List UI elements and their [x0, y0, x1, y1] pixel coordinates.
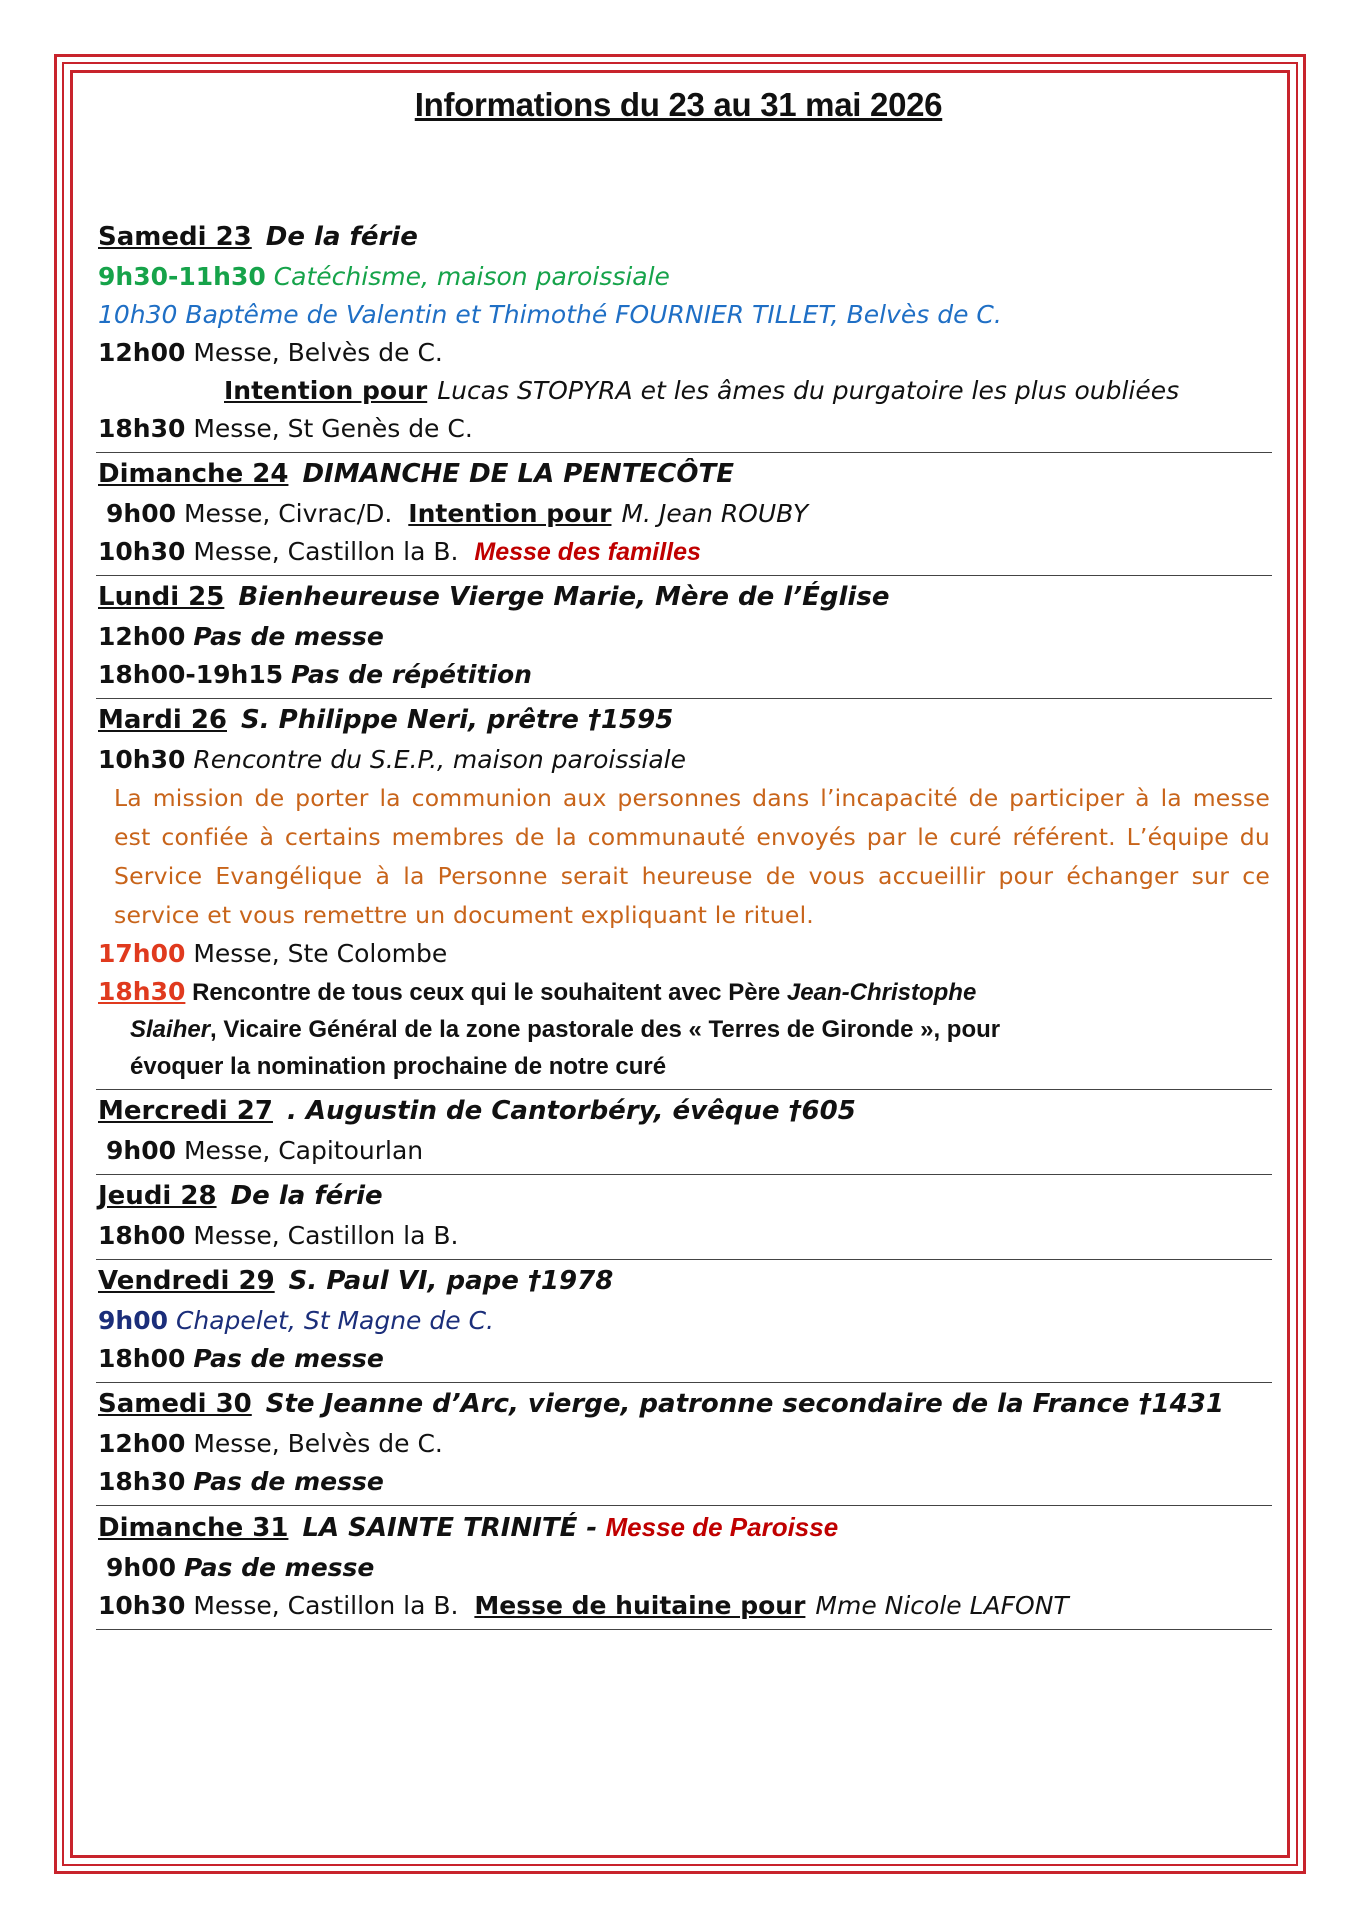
- event-messe: [98, 1425, 1272, 1463]
- event-messe: [98, 533, 1272, 571]
- event-no-messe: [98, 1549, 1272, 1587]
- event-messe: [98, 1217, 1272, 1255]
- day-name: Vendredi 29: [98, 1266, 275, 1296]
- event-text: Pas de messe: [183, 1553, 375, 1582]
- feast-name: Bienheureuse Vierge Marie, Mère de l’Église: [238, 582, 890, 612]
- event-time: 9h00: [106, 499, 176, 528]
- event-messe: [98, 334, 1272, 372]
- feast-name: De la férie: [265, 222, 418, 252]
- day-name: Dimanche 24: [98, 459, 289, 489]
- event-messe: [98, 495, 1272, 533]
- event-rencontre-sep: [98, 741, 1272, 779]
- event-no-messe: [98, 1463, 1272, 1501]
- day-header: [98, 1090, 1272, 1132]
- event-time: 12h00: [98, 338, 186, 367]
- event-time: 18h00: [98, 1344, 186, 1373]
- mission-paragraph: La mission de porter la communion aux personnes dans l’incapacité de participer à la messe est confiée à certains membres de la communauté envoyés par le curé référent. L’équipe du Service Evangélique à la Personne serait heureuse de vous accueillir pour échanger sur ce service et vous remettre un document expliquant le rituel.: [114, 784, 1270, 929]
- event-no-messe: [98, 618, 1272, 656]
- day-name: Dimanche 31: [98, 1513, 289, 1543]
- event-no-messe: [98, 1340, 1272, 1378]
- event-text: Pas de messe: [193, 622, 384, 651]
- day-header: [98, 1506, 1272, 1549]
- event-catechisme: [98, 258, 1272, 296]
- intention-text: M. Jean ROUBY: [621, 499, 809, 528]
- event-time: 18h00: [98, 1221, 186, 1250]
- event-messe: [98, 410, 1272, 448]
- day-header: [98, 1383, 1272, 1425]
- rencontre-name-2: Slaiher: [130, 1016, 211, 1043]
- event-text: Messe, Castillon la B.: [193, 1591, 459, 1620]
- event-time: 17h00: [98, 939, 186, 968]
- day-name: Jeudi 28: [98, 1181, 217, 1211]
- day-header: [98, 699, 1272, 741]
- event-text: Pas de messe: [193, 1344, 384, 1373]
- rencontre-name-1: Jean-Christophe: [786, 979, 977, 1006]
- day-dimanche-31: [96, 1506, 1272, 1630]
- event-text: Messe, Belvès de C.: [193, 338, 443, 367]
- intention-label: Intention pour: [408, 499, 612, 528]
- feast-name: S. Paul VI, pape †1978: [288, 1266, 614, 1296]
- day-jeudi-28: [96, 1175, 1272, 1260]
- event-messe: [98, 1587, 1272, 1625]
- day-header: [98, 453, 1272, 495]
- page-title: Informations du 23 au 31 mai 2026: [414, 86, 943, 123]
- event-rencontre-pere: [98, 973, 1272, 1085]
- event-chapelet: [98, 1302, 1272, 1340]
- event-time: 18h30: [98, 977, 186, 1006]
- event-intention: [98, 372, 1272, 410]
- event-bapteme: 10h30 Baptême de Valentin et Thimothé FOURNIER TILLET, Belvès de C.: [98, 300, 1002, 329]
- event-text: Pas de répétition: [291, 660, 532, 689]
- feast-note: Messe de Paroisse: [605, 1512, 839, 1542]
- day-dimanche-24: [96, 453, 1272, 576]
- event-text: Messe, Ste Colombe: [193, 939, 448, 968]
- event-text: Messe, Castillon la B.: [193, 1221, 459, 1250]
- day-header: [98, 1260, 1272, 1302]
- day-name: Mercredi 27: [98, 1096, 273, 1126]
- feast-name: De la férie: [230, 1181, 383, 1211]
- event-time: 12h00: [98, 1429, 186, 1458]
- day-name: Mardi 26: [98, 705, 227, 735]
- feast-name: DIMANCHE DE LA PENTECÔTE: [302, 459, 734, 489]
- event-time: 9h00: [106, 1136, 176, 1165]
- event-time: 10h30: [98, 1591, 186, 1620]
- event-note: Messe des familles: [474, 538, 701, 566]
- event-text: Messe, Castillon la B.: [193, 537, 459, 566]
- event-time: 10h30: [98, 537, 186, 566]
- day-mercredi-27: [96, 1090, 1272, 1175]
- day-header: [98, 1175, 1272, 1217]
- day-mardi-26: [96, 699, 1272, 1090]
- day-header: [98, 576, 1272, 618]
- event-time: 18h30: [98, 414, 186, 443]
- event-time: 9h00: [98, 1306, 168, 1335]
- day-name: Samedi 30: [98, 1389, 252, 1419]
- event-time: 10h30: [98, 745, 186, 774]
- event-time: 9h00: [106, 1553, 176, 1582]
- schedule: [96, 216, 1272, 1630]
- rencontre-line-2: [98, 1011, 1272, 1048]
- feast-name: Ste Jeanne d’Arc, vierge, patronne secondaire de la France †1431: [265, 1389, 1224, 1419]
- event-messe: [98, 1132, 1272, 1170]
- event-no-repetition: [98, 656, 1272, 694]
- event-text: Messe, Belvès de C.: [193, 1429, 443, 1458]
- day-samedi-23: [96, 216, 1272, 453]
- intention-label: Intention pour: [224, 376, 428, 405]
- event-time: 18h00-19h15: [98, 660, 284, 689]
- huitaine-text: Mme Nicole LAFONT: [815, 1591, 1069, 1620]
- event-time: 9h30-11h30: [98, 262, 266, 291]
- event-time: 18h30: [98, 1467, 186, 1496]
- day-samedi-30: [96, 1383, 1272, 1506]
- day-header: [98, 216, 1272, 258]
- event-text: Pas de messe: [193, 1467, 384, 1496]
- event-text: Messe, Civrac/D.: [183, 499, 393, 528]
- event-messe: [98, 935, 1272, 973]
- event-text: Catéchisme, maison paroissiale: [273, 262, 670, 291]
- event-text: Messe, St Genès de C.: [193, 414, 473, 443]
- feast-name: S. Philippe Neri, prêtre †1595: [241, 705, 674, 735]
- rencontre-text-1: Rencontre de tous ceux qui le souhaitent avec Père: [192, 979, 781, 1006]
- feast-name: . Augustin de Cantorbéry, évêque †605: [286, 1096, 856, 1126]
- rencontre-text-3: évoquer la nomination prochaine de notre curé: [130, 1053, 667, 1080]
- day-name: Lundi 25: [98, 582, 225, 612]
- event-time: 12h00: [98, 622, 186, 651]
- huitaine-label: Messe de huitaine pour: [474, 1591, 806, 1620]
- day-vendredi-29: [96, 1260, 1272, 1383]
- event-text: Chapelet, St Magne de C.: [175, 1306, 494, 1335]
- day-lundi-25: [96, 576, 1272, 699]
- rencontre-text-2: , Vicaire Général de la zone pastorale des « Terres de Gironde », pour: [210, 1016, 1001, 1043]
- intention-text: Lucas STOPYRA et les âmes du purgatoire les plus oubliées: [437, 376, 1180, 405]
- event-text: Rencontre du S.E.P., maison paroissiale: [193, 745, 687, 774]
- event-text: Messe, Capitourlan: [183, 1136, 424, 1165]
- day-name: Samedi 23: [98, 222, 252, 252]
- feast-name: LA SAINTE TRINITÉ -: [302, 1513, 598, 1543]
